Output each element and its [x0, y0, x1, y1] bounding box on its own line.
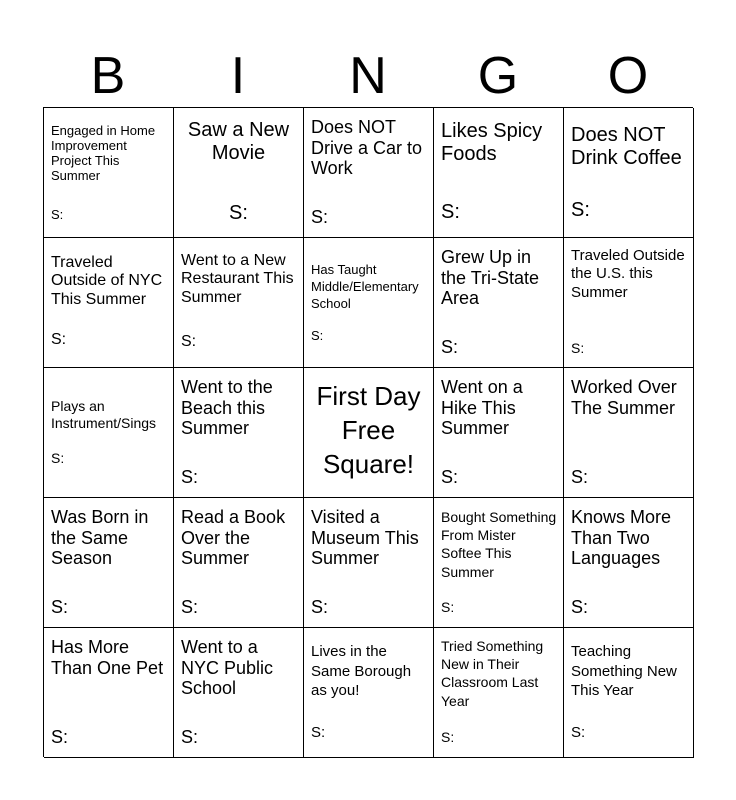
signature-label: S: — [571, 597, 589, 617]
cell-text: Has More Than One Pet — [51, 637, 164, 678]
bingo-cell[interactable] — [174, 628, 304, 758]
bingo-cell[interactable] — [564, 238, 694, 368]
signature-label: S: — [441, 599, 455, 615]
cell-text: Was Born in the Same Season — [51, 507, 149, 569]
signature-label: S: — [51, 727, 69, 747]
bingo-cell[interactable] — [434, 238, 564, 368]
bingo-cell[interactable] — [44, 108, 174, 238]
cell-text: Does NOT Drink Coffee — [571, 124, 682, 169]
bingo-cell[interactable] — [434, 108, 564, 238]
signature-label: S: — [571, 199, 590, 221]
signature-label: S: — [229, 202, 248, 224]
bingo-cell[interactable] — [564, 628, 694, 758]
bingo-cell[interactable] — [44, 498, 174, 628]
bingo-cell[interactable] — [44, 238, 174, 368]
signature-label: S: — [311, 597, 329, 617]
bingo-cell[interactable] — [174, 238, 304, 368]
cell-text: Went on a Hike This Summer — [441, 377, 523, 439]
bingo-cell[interactable] — [564, 108, 694, 238]
cell-text: Has Taught Middle/Elementary School — [311, 262, 419, 311]
letter-i: I — [230, 47, 246, 105]
letter-o: O — [607, 47, 649, 105]
signature-label: S: — [571, 467, 589, 487]
cell-text: Bought Something From Mister Softee This Summer — [441, 509, 557, 580]
bingo-cell[interactable] — [44, 368, 174, 498]
bingo-cell[interactable] — [174, 368, 304, 498]
signature-label: S: — [181, 727, 199, 747]
bingo-cell[interactable] — [304, 498, 434, 628]
signature-label: S: — [441, 337, 459, 357]
bingo-cell[interactable] — [434, 368, 564, 498]
cell-text: Does NOT Drive a Car to Work — [311, 117, 423, 179]
signature-label: S: — [441, 467, 459, 487]
signature-label: S: — [181, 333, 197, 350]
signature-label: S: — [311, 328, 324, 343]
free-square-text: First Day Free Square! — [316, 381, 421, 479]
cell-text: Knows More Than Two Languages — [571, 507, 672, 569]
signature-label: S: — [311, 207, 329, 227]
cell-text: Likes Spicy Foods — [441, 120, 543, 165]
bingo-cell[interactable] — [564, 368, 694, 498]
bingo-cell[interactable] — [174, 108, 304, 238]
cell-text: Read a Book Over the Summer — [181, 507, 286, 569]
bingo-cell[interactable] — [304, 628, 434, 758]
bingo-grid — [43, 107, 693, 757]
free-square[interactable] — [304, 368, 434, 498]
cell-text: Plays an Instrument/Sings — [51, 398, 157, 432]
signature-label: S: — [51, 331, 67, 348]
signature-label: S: — [181, 467, 199, 487]
bingo-cell[interactable] — [564, 498, 694, 628]
letter-g: G — [477, 47, 519, 105]
cell-text: Engaged in Home Improvement Project This Summer — [51, 123, 156, 183]
cell-text: Went to a NYC Public School — [181, 637, 274, 699]
signature-label: S: — [311, 724, 326, 741]
bingo-cell[interactable] — [304, 108, 434, 238]
letter-n: N — [349, 47, 387, 105]
signature-label: S: — [181, 597, 199, 617]
signature-label: S: — [51, 597, 69, 617]
bingo-cell[interactable] — [44, 628, 174, 758]
cell-text: Traveled Outside of NYC This Summer — [51, 254, 163, 308]
cell-text: Teaching Something New This Year — [571, 643, 677, 699]
bingo-cell[interactable] — [174, 498, 304, 628]
bingo-header — [43, 45, 693, 107]
cell-text: Worked Over The Summer — [571, 377, 677, 418]
cell-text: Traveled Outside the U.S. this Summer — [571, 247, 685, 301]
bingo-cell[interactable] — [434, 628, 564, 758]
bingo-cell[interactable] — [304, 238, 434, 368]
cell-text: Went to a New Restaurant This Summer — [181, 252, 294, 306]
signature-label: S: — [51, 207, 64, 222]
cell-text: Lives in the Same Borough as you! — [311, 643, 412, 699]
cell-text: Grew Up in the Tri-State Area — [441, 247, 540, 309]
letter-b: B — [90, 47, 126, 105]
cell-text: Visited a Museum This Summer — [311, 507, 419, 569]
signature-label: S: — [441, 729, 455, 745]
signature-label: S: — [571, 340, 585, 356]
cell-text: Went to the Beach this Summer — [181, 377, 273, 439]
signature-label: S: — [441, 201, 460, 223]
bingo-cell[interactable] — [434, 498, 564, 628]
signature-label: S: — [571, 724, 586, 741]
cell-text: Saw a New Movie — [187, 119, 290, 164]
cell-text: Tried Something New in Their Classroom Last Year — [441, 638, 544, 709]
signature-label: S: — [51, 450, 65, 466]
